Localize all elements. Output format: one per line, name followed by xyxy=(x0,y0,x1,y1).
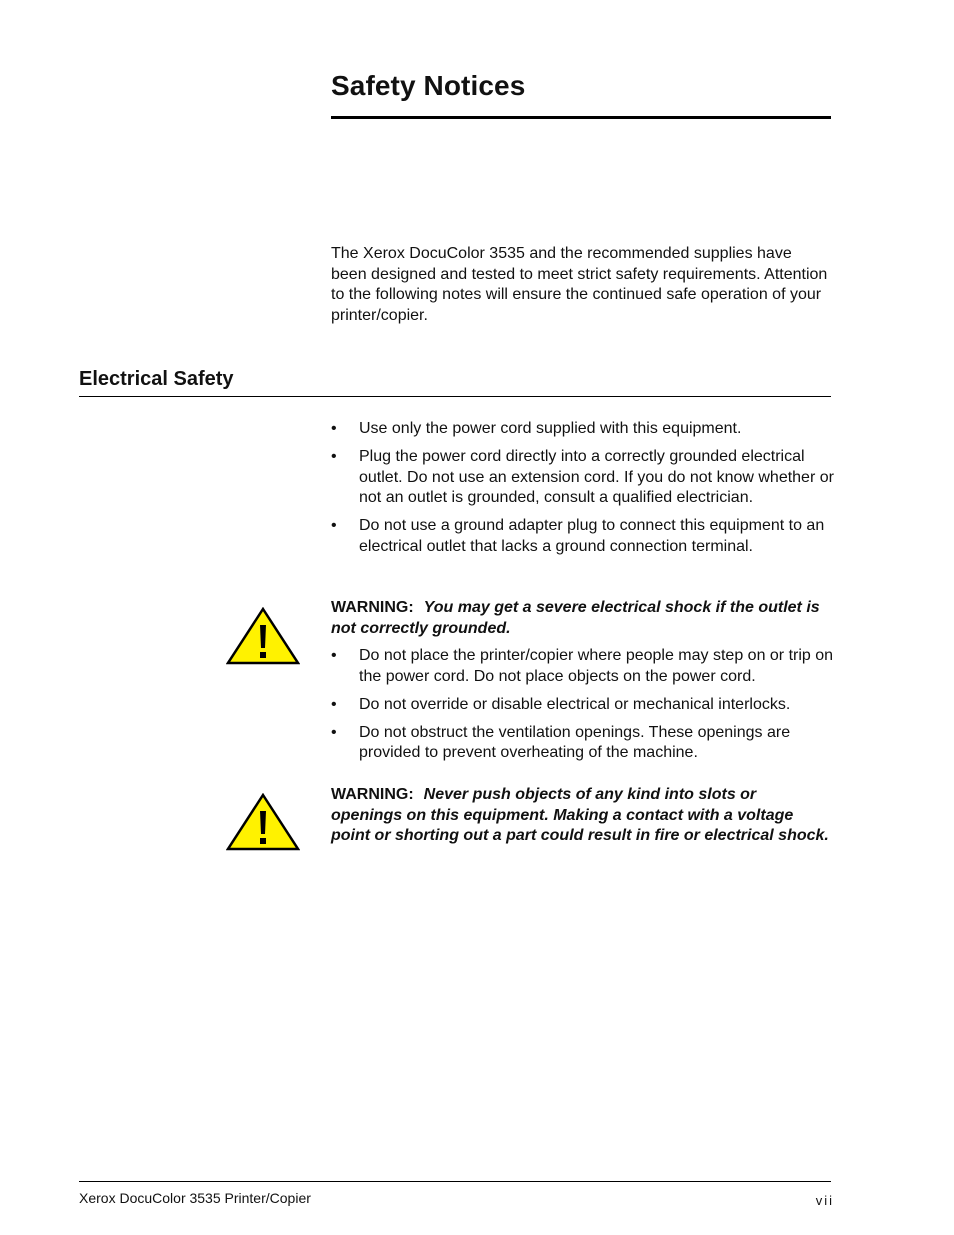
list-item-text: Do not use a ground adapter plug to connect this equipment to an electrical outlet that lacks a ground connection terminal. xyxy=(359,517,825,555)
list-item-text: Plug the power cord directly into a correctly grounded electrical outlet. Do not use an extension cord. If you do not know whether or not an outlet is grounded, consult a qualified electrician. xyxy=(359,448,834,506)
warning-label: WARNING: xyxy=(331,786,414,803)
bullet-list-1 xyxy=(331,419,836,565)
warning-text: You may get a severe electrical shock if the outlet is not correctly grounded. xyxy=(331,599,820,637)
footer-title: Xerox DocuColor 3535 Printer/Copier xyxy=(79,1190,311,1206)
section-divider xyxy=(79,396,831,397)
list-item xyxy=(331,516,836,557)
list-item xyxy=(331,723,836,764)
page-number: vii xyxy=(815,1193,834,1208)
bullet-dot: • xyxy=(331,420,337,437)
bullet-dot: • xyxy=(331,448,337,465)
intro-paragraph: The Xerox DocuColor 3535 and the recommended supplies have been designed and tested to meet strict safety requirements. Attention to the following notes will ensure the continued safe operation of your printer/copier. xyxy=(331,245,828,324)
warning-triangle-icon xyxy=(226,793,300,851)
page-title: Safety Notices xyxy=(331,70,526,101)
bullet-list-2 xyxy=(331,646,836,771)
title-divider xyxy=(331,116,831,119)
list-item xyxy=(331,447,836,509)
list-item-text: Do not obstruct the ventilation openings. These openings are provided to prevent overheating of the machine. xyxy=(359,723,791,761)
list-item-text: Use only the power cord supplied with this equipment. xyxy=(359,420,742,437)
warning-note-1 xyxy=(331,598,831,639)
section-title-electrical-safety: Electrical Safety xyxy=(79,368,234,390)
bullet-dot: • xyxy=(331,723,337,741)
list-item xyxy=(331,419,836,440)
list-item xyxy=(331,646,836,687)
bullet-dot: • xyxy=(331,695,337,713)
footer-divider xyxy=(79,1181,831,1182)
warning-text: Never push objects of any kind into slots or openings on this equipment. Making a contact with a voltage point or shorting out a part could result in fire or electrical shock. xyxy=(331,786,829,844)
list-item-text: Do not place the printer/copier where people may step on or trip on the power cord. Do not place objects on the power cord. xyxy=(359,647,834,685)
warning-label: WARNING: xyxy=(331,599,414,616)
warning-note-2 xyxy=(331,785,831,847)
bullet-dot: • xyxy=(331,647,337,664)
list-item-text: Do not override or disable electrical or mechanical interlocks. xyxy=(359,695,791,713)
bullet-dot: • xyxy=(331,517,337,534)
list-item xyxy=(331,695,836,716)
warning-triangle-icon xyxy=(226,607,300,665)
